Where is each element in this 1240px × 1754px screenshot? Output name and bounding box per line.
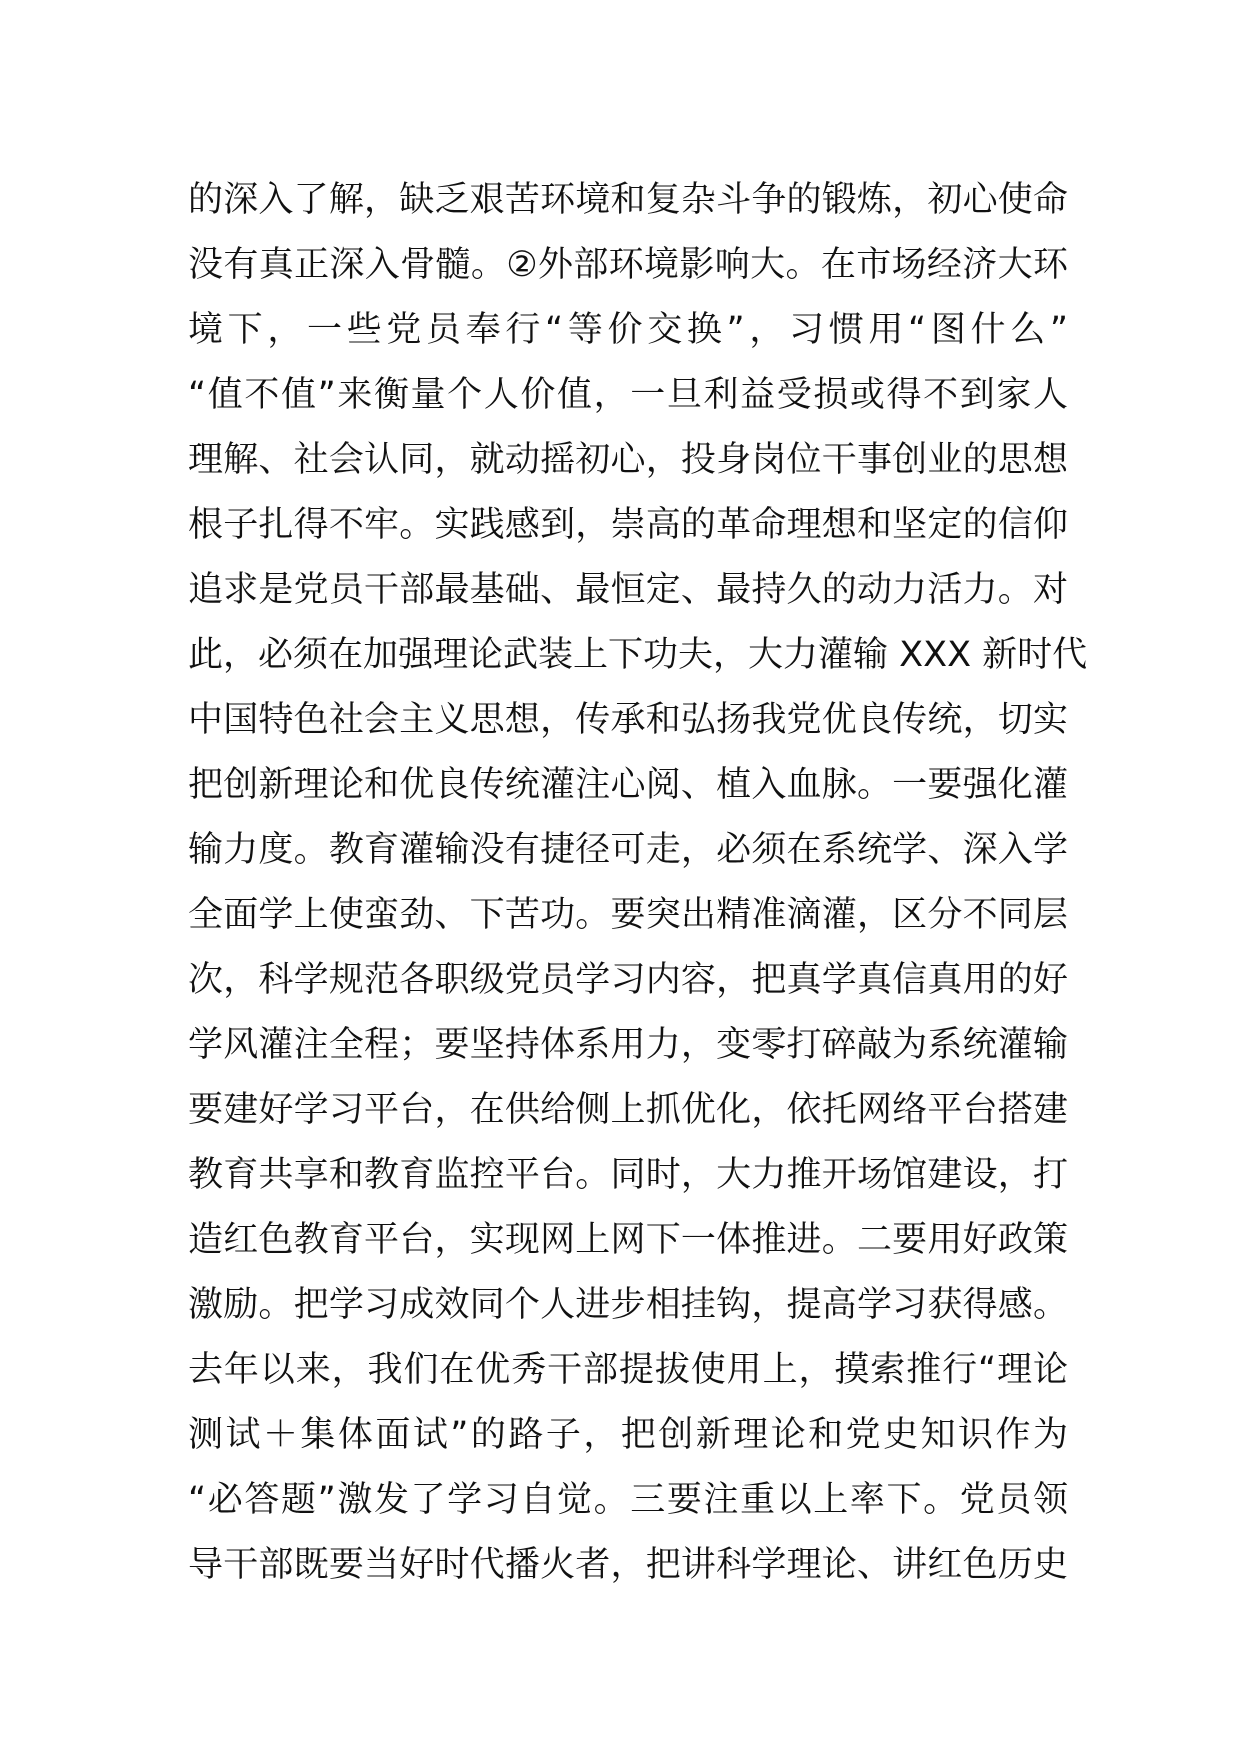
text-line-14: 学风灌注全程；要坚持体系用力，变零打碎敲为系统灌输 [188,1025,1068,1065]
text-line-22: 导干部既要当好时代播火者，把讲科学理论、讲红色历史 [188,1545,1068,1585]
text-line-19: 去年以来，我们在优秀干部提拔使用上，摸索推行“理论 [188,1350,1068,1390]
text-line-17: 造红色教育平台，实现网上网下一体推进。二要用好政策 [188,1220,1068,1260]
text-line-16: 教育共享和教育监控平台。同时，大力推开场馆建设，打 [188,1155,1068,1195]
text-line-12: 全面学上使蛮劲、下苦功。要突出精准滴灌，区分不同层 [188,895,1068,935]
text-line-5: 理解、社会认同，就动摇初心，投身岗位干事创业的思想 [188,440,1068,480]
text-line-20: 测试＋集体面试”的路子，把创新理论和党史知识作为 [188,1415,1068,1455]
text-line-6: 根子扎得不牢。实践感到，崇高的革命理想和坚定的信仰 [188,505,1068,545]
text-line-9: 中国特色社会主义思想，传承和弘扬我党优良传统，切实 [188,700,1068,740]
body-text [188,168,1088,1598]
text-line-2: 没有真正深入骨髓。②外部环境影响大。在市场经济大环 [188,245,1068,285]
text-line-3: 境下，一些党员奉行“等价交换”，习惯用“图什么” [188,310,1068,350]
text-line-7: 追求是党员干部最基础、最恒定、最持久的动力活力。对 [188,570,1068,610]
text-line-18: 激励。把学习成效同个人进步相挂钩，提高学习获得感。 [188,1285,1068,1325]
text-line-8: 此，必须在加强理论武装上下功夫，大力灌输 XXX 新时代 [188,635,1088,675]
text-line-1: 的深入了解，缺乏艰苦环境和复杂斗争的锻炼，初心使命 [188,180,1068,220]
text-line-11: 输力度。教育灌输没有捷径可走，必须在系统学、深入学 [188,830,1068,870]
text-line-4: “值不值”来衡量个人价值，一旦利益受损或得不到家人 [188,375,1068,415]
text-line-15: 要建好学习平台，在供给侧上抓优化，依托网络平台搭建 [188,1090,1068,1130]
text-line-21: “必答题”激发了学习自觉。三要注重以上率下。党员领 [188,1480,1068,1520]
text-line-10: 把创新理论和优良传统灌注心阅、植入血脉。一要强化灌 [188,765,1068,805]
text-line-13: 次，科学规范各职级党员学习内容，把真学真信真用的好 [188,960,1068,1000]
